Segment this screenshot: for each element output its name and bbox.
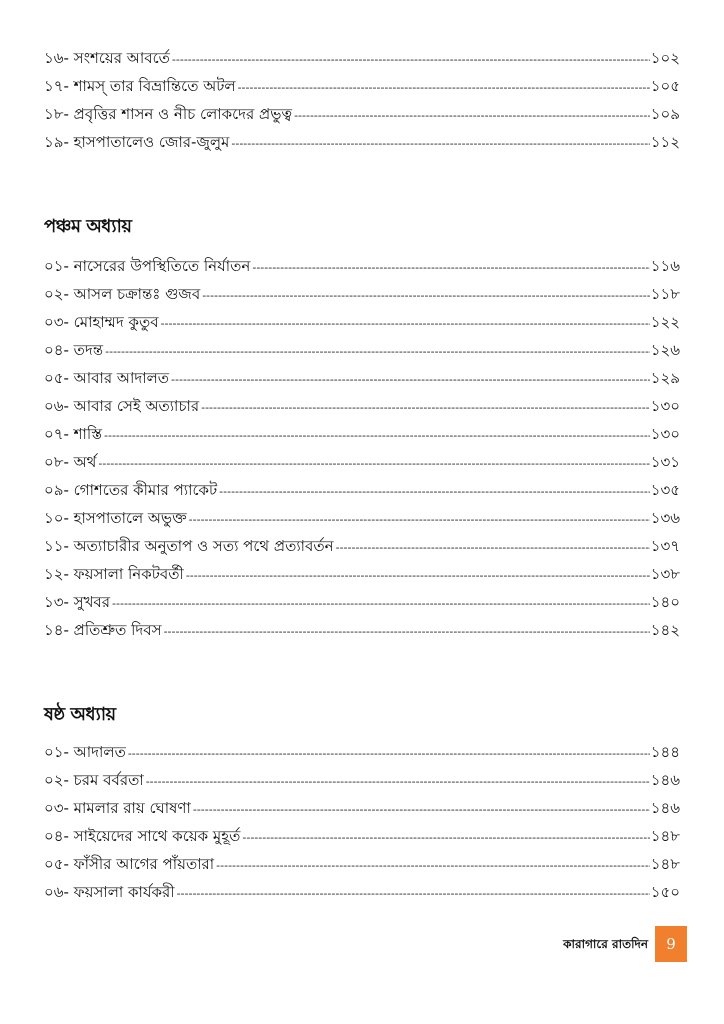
dot-leader [294, 102, 650, 130]
dot-leader [98, 450, 649, 478]
toc-entry[interactable] [44, 616, 680, 644]
dot-leader [104, 422, 650, 450]
entry-page-number: ১৩৫ [650, 481, 680, 499]
dot-leader [219, 478, 650, 506]
entry-page-number: ১৩৭ [650, 537, 680, 555]
toc-entry[interactable] [44, 100, 680, 128]
entry-page-number: ১০৫ [650, 77, 680, 95]
entry-page-number: ১৪৬ [650, 771, 680, 789]
entry-page-number: ১৫০ [650, 883, 680, 901]
toc-entry[interactable] [44, 850, 680, 878]
entry-page-number: ১৪২ [650, 621, 680, 639]
entry-title: ০৭- শাস্তি [44, 425, 102, 443]
toc-entry[interactable] [44, 766, 680, 794]
toc-entry[interactable] [44, 392, 680, 420]
dot-leader [105, 338, 650, 366]
dot-leader [177, 880, 650, 908]
toc-entry[interactable] [44, 878, 680, 906]
dot-leader [231, 130, 649, 158]
entry-title: ০৪- তদন্ত [44, 341, 104, 359]
entry-title: ০৬- আবার সেই অত্যাচার [44, 397, 200, 415]
toc-entry[interactable] [44, 44, 680, 72]
dot-leader [201, 394, 650, 422]
entry-title: ০৬- ফয়সালা কার্যকরী [44, 883, 175, 901]
entry-title: ০২- আসল চক্রান্তঃ গুজব [44, 285, 201, 303]
entry-page-number: ১০২ [650, 49, 680, 67]
entry-page-number: ১২৬ [650, 341, 680, 359]
toc-entry[interactable] [44, 448, 680, 476]
dot-leader [164, 618, 650, 646]
toc-section-chapter-6 [44, 738, 680, 906]
dot-leader [242, 824, 649, 852]
entry-page-number: ১৩১ [650, 453, 680, 471]
entry-page-number: ১১২ [650, 133, 680, 151]
entry-title: ১১- অত্যাচারীর অনুতাপ ও সত্য পথে প্রত্যাবর্তন [44, 537, 334, 555]
entry-page-number: ১০৯ [650, 105, 680, 123]
toc-entry[interactable] [44, 72, 680, 100]
footer-book-title: কারাগারে রাতদিন [563, 937, 648, 951]
entry-page-number: ১৩০ [650, 425, 680, 443]
entry-title: ০১- আদালত [44, 743, 126, 761]
dot-leader [252, 254, 649, 282]
entry-page-number: ১৪৮ [650, 855, 680, 873]
entry-title: ১২- ফয়সালা নিকটবর্তী [44, 565, 184, 583]
dot-leader [336, 534, 650, 562]
entry-title: ১৬- সংশয়ের আবর্তে [44, 49, 170, 67]
chapter-heading-5: পঞ্চম অধ্যায় [44, 216, 132, 237]
entry-page-number: ১৩৬ [650, 509, 680, 527]
toc-entry[interactable] [44, 336, 680, 364]
entry-title: ০১- নাসেরের উপস্থিতিতে নির্যাতন [44, 257, 251, 275]
toc-entry[interactable] [44, 794, 680, 822]
dot-leader [161, 310, 650, 338]
toc-entry[interactable] [44, 476, 680, 504]
entry-title: ০২- চরম বর্বরতা [44, 771, 144, 789]
entry-title: ০৫- আবার আদালত [44, 369, 170, 387]
toc-entry[interactable] [44, 504, 680, 532]
toc-entry[interactable] [44, 822, 680, 850]
toc-entry[interactable] [44, 364, 680, 392]
dot-leader [238, 74, 650, 102]
dot-leader [146, 768, 650, 796]
dot-leader [216, 852, 650, 880]
entry-page-number: ১৪৬ [650, 799, 680, 817]
entry-title: ০৩- মামলার রায় ঘোষণা [44, 799, 191, 817]
toc-entry[interactable] [44, 128, 680, 156]
entry-title: ০৪- সাইয়েদের সাথে কয়েক মুহূর্ত [44, 827, 241, 845]
dot-leader [128, 740, 650, 768]
toc-section-chapter-5 [44, 252, 680, 644]
entry-title: ১০- হাসপাতালে অভুক্ত [44, 509, 187, 527]
toc-entry[interactable] [44, 420, 680, 448]
entry-title: ১৩- সুখবর [44, 593, 111, 611]
dot-leader [202, 282, 650, 310]
dot-leader [171, 366, 650, 394]
toc-entry[interactable] [44, 588, 680, 616]
dot-leader [172, 46, 650, 74]
entry-title: ০৩- মোহাম্মদ কুতুব [44, 313, 159, 331]
entry-title: ০৯- গোশতের কীমার প্যাকেট [44, 481, 218, 499]
entry-title: ১৭- শামস্ তার বিভ্রান্তিতে অটল [44, 77, 236, 95]
toc-section-continued [44, 44, 680, 156]
toc-entry[interactable] [44, 560, 680, 588]
entry-page-number: ১৪৪ [650, 743, 680, 761]
entry-page-number: ১২৯ [650, 369, 680, 387]
entry-title: ১৮- প্রবৃত্তির শাসন ও নীচ লোকদের প্রভুত্ব [44, 105, 293, 123]
toc-entry[interactable] [44, 280, 680, 308]
dot-leader [189, 506, 650, 534]
toc-entry[interactable] [44, 532, 680, 560]
dot-leader [186, 562, 650, 590]
dot-leader [112, 590, 650, 618]
entry-title: ১৪- প্রতিশ্রুত দিবস [44, 621, 162, 639]
entry-page-number: ১৩৮ [650, 565, 680, 583]
entry-page-number: ১৪০ [650, 593, 680, 611]
entry-page-number: ১২২ [650, 313, 680, 331]
entry-page-number: ১৪৮ [650, 827, 680, 845]
entry-title: ০৮- অর্থ [44, 453, 97, 471]
entry-page-number: ১১৮ [650, 285, 680, 303]
dot-leader [193, 796, 650, 824]
entry-page-number: ১১৬ [650, 257, 680, 275]
toc-entry[interactable] [44, 252, 680, 280]
page-number-badge: 9 [655, 926, 687, 962]
chapter-heading-6: ষষ্ঠ অধ্যায় [44, 704, 116, 725]
entry-title: ১৯- হাসপাতালেও জোর-জুলুম [44, 133, 230, 151]
toc-entry[interactable] [44, 738, 680, 766]
entry-page-number: ১৩০ [650, 397, 680, 415]
entry-title: ০৫- ফাঁসীর আগের পাঁয়তারা [44, 855, 215, 873]
toc-entry[interactable] [44, 308, 680, 336]
